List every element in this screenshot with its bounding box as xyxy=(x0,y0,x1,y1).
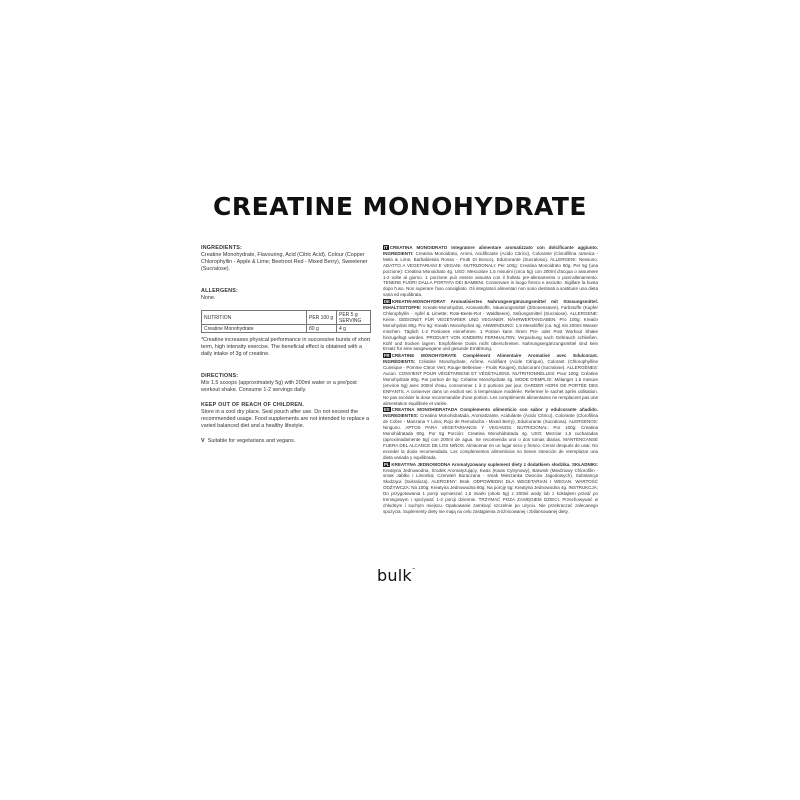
nutrition-header-per100: PER 100 g xyxy=(307,311,337,325)
translation-pl xyxy=(383,462,598,515)
logo-text: bulk xyxy=(377,566,412,585)
nutrition-table xyxy=(201,310,371,333)
ingredients-heading: INGREDIENTS: xyxy=(201,245,243,251)
english-label-column xyxy=(201,245,371,445)
table-row xyxy=(202,325,371,333)
nutrition-row-per-serving: 4 g xyxy=(337,325,371,333)
language-flag: ES xyxy=(384,407,390,413)
allergens-text: None. xyxy=(201,295,216,301)
directions-heading: DIRECTIONS: xyxy=(201,373,239,379)
language-flag: IT xyxy=(384,245,388,250)
nutrition-row-label: Creatine Monohydrate xyxy=(202,325,307,333)
translation-heading: CREATINA MONOIDRATO Integratore alimentare aromatizzato con dolcificante aggiunto. INGREDIENTI: xyxy=(383,245,598,256)
keep-out-heading: KEEP OUT OF REACH OF CHILDREN. xyxy=(201,402,304,408)
bulk-logo xyxy=(377,566,416,585)
translation-heading: KREATYNA JEDNOWODNA Aromatyzowany suplement diety z dodatkiem słodzika. SKŁADNIKI: xyxy=(391,461,598,467)
product-title: CREATINE MONOHYDRATE xyxy=(212,192,587,221)
language-flag: DE xyxy=(384,299,390,305)
vegan-icon: V xyxy=(201,438,205,444)
language-flag: FR xyxy=(384,353,390,359)
translation-fr xyxy=(383,353,598,406)
nutrition-header-row xyxy=(202,311,371,325)
translation-de xyxy=(383,299,598,352)
translation-text: Creatina Monoidrato, Aromi, Acidificante (Acido Citrico), Colorante (Clorofillina rameica - Mela & Lime; Barbabietola Rossa - Frutti Di Bosco), Edulcorante (Sucralosio). ALLERGENI: Nessuno. ADATTO A VEGETARIANI E VEGANI. NUTRIZIONALI: Per 100g: Creatina Monoidrato 80g. Per 5g (una porzione): Creatina Monoidrato 4g. USO: Mescolare 1,5 misurini (circa 5g) con 200ml d'acqua o assumere 1-2 volte al giorno. 1 porzione può essere assunta con il frullato pre-allenamento o post-allenamento. TENERE FUORI DALLA PORTATA DEI BAMBINI. Conservare in luogo fresco e asciutto. Sigillare la busta dopo l'uso. Non superare l'uso consigliato. Gli integratori alimentari non sono destinati a sostituire una dieta varia ed equilibrata. xyxy=(383,250,598,298)
translation-text: Kreatin-Monohydrat, Aromastoffe, Säuerungsmittel (Zitronensäure), Farbstoffe (Kupfer Chlorophyllin - Apfel & Limette; Rote-Beete-Rot - Waldbeere), Süßungsmittel (Sucralose). ALLERGENE: Keine. GEEIGNET FÜR VEGETARIER UND VEGANER. NÄHRWERTANGABEN: Pro 100g: Kreatin Monohydrat 80g. Pro 5g: Kreatin Monohydrat 4g. ANWENDUNG: 1,5 Messlöffel (ca. 5g) mit 200ml Wasser mischen. Täglich 1-2 Portionen einnehmen. 1 Portion kann Ihrem Pre- oder Post Workout Shake hinzugefügt werden. PRODUKT VON KINDERN FERNHALTEN. Verpackung nach Gebrauch schließen. Kühl und trocken lagern. Empfohlene Dosis nicht überschreiten. Nahrungsergänzungsmittel sind kein Ersatz für eine ausgewogene und gesunde Ernährung. xyxy=(383,305,598,352)
vegan-text: Suitable for vegetarians and vegans. xyxy=(207,438,296,444)
translation-text: Creatina Monohidratada, Aromatizante, Acidulante (Ácido Cítrico), Colorante (Clorofilina de Cobre - Manzana Y Lima; Rojo de Remolacha - Mixed Berry), Edulcorante (Sucralosa). ALERGENOS: Ninguno. APTOS PARA VEGETARIANOS Y VEGANOS. NUTRICIONAL: Por 100g: Creatina Monohidratada 80g. Por 5g Porción: Creatina Monohidratada 4g. USO: Mezclar 1,5 cucharadas (aproximadamente 5g) con 200ml de agua. Se recomienda una o dos tomas diarias. MANTÉNGANSE FUERA DEL ALCANCE DE LOS NIÑOS. Almacenar en un lugar seco y fresco. Cerrar después de usar. No exceder la dosis recomendada. Los complementos alimenticios no tienen intención de reemplazar una dieta variada y equilibrada. xyxy=(383,413,598,460)
nutrition-row-per100: 80 g xyxy=(307,325,337,333)
trademark-mark: ™ xyxy=(411,567,417,572)
storage-text: Store in a cool dry place. Seal pouch after use. Do not exceed the recommended usage. Food supplements are not intended to replace a varied balanced diet and a healthy lifestyle. xyxy=(201,409,370,429)
translation-heading: KREATIN-MONOHYDRAT Aromatisiertes Nahrungsergänzungsmittel mit Süssungsmittel. INHALTSSTOFFE: xyxy=(383,299,598,311)
translation-text: Kreatyna Jednowodna, Środek Aromatyzujący, Kwas (Kwas Cytrynowy), Barwnik (Miedziowy Chlorofilin - smak Jabłko i Limonka; Czerwień Buraczana - smak Mieszanka Owoców Jagodowych), Substancja Słodząca (Sukraloza). ALERGENY: Brak. ODPOWIEDNI DLA WEGETARIAN I WEGAN. WARTOŚĆ ODŻYWCZA: Na 100g: Kreatyna Jednowodna 80g. Na porcję 5g: Kreatyna Jednowodna 4g. INSTRUKCJA: Do przygotowania 1 porcji wymieszać 1,5 miarki (około 5g) z 200ml wody lub z koktajlem przed/ po treningowym i spożywać 1-2 porcji dziennie. TRZYMAĆ POZA ZASIĘGIEM DZIECI. Przechowywać w chłodnym i suchym miejscu. Opakowanie zamknąć szczelnie po użyciu. Nie przekraczać zalecanego spożycia. Suplementy diety nie mają na celu zastąpienia zróżnicowanej i zbilansowanej diety. xyxy=(383,467,598,514)
allergens-heading: ALLERGENS: xyxy=(201,288,239,294)
translation-es xyxy=(383,407,598,460)
vegan-note xyxy=(201,438,371,445)
translation-text: Créatine Monohydrate, Arôme, Acidifiant (Acide Citrique), Colorant (Chlorophylline Cuivrique - Pomme Citron Vert; Rouge Betterave - Fruits Rouges), Edulcorant (Sucralose). ALLERGÈNES: Aucun. CONVIENT POUR VÉGÉTARIENS ET VÉGÉTALIENS. NUTRITIONNELLES: Pour 100g: Créatine Monohydrate 80g. Par portion de 5g: Créatine Monohydrate 4g. MODE D'EMPLOI: Mélanger 1,5 mesure (environ 5g) avec 200ml d'eau, consommer 1 à 2 portions par jour. GARDER HORS DE PORTÉE DES ENFANTS. A conserver dans un endroit sec à température modérée. Refermer le sachet après utilisation. Ne pas excéder la dose recommandée d'une portion. Les compléments alimentaires ne remplacent pas une alimentation équilibrée et variée. xyxy=(383,359,598,406)
translation-heading: CRÉATINE MONOHYDRATE Complément Alimentaire Aromatisé avec Edulcorant. INGRÉDIENTS: xyxy=(383,353,598,365)
creatine-claim: *Creatine increases physical performance in successive bursts of short term, high intensity exercise. The beneficial effect is obtained with a daily intake of 3g of creatine. xyxy=(201,337,370,357)
directions-text: Mix 1.5 scoops (approximately 5g) with 200ml water or a pre/post workout shake. Consume 1-2 servings daily. xyxy=(201,380,357,393)
translation-heading: CREATINA MONOHIDRATADA Complemento alimenticio con sabor y edulcorante añadido. INGREDIENTES: xyxy=(383,407,598,419)
translation-it xyxy=(383,245,598,298)
translations-column xyxy=(383,245,598,516)
nutrition-header-label: NUTRITION xyxy=(202,311,307,325)
nutrition-header-per-serving: PER 5 g SERVING xyxy=(337,311,371,325)
ingredients-text: Creatine Monohydrate, Flavouring, Acid (Citric Acid), Colour (Copper Chlorophyllin - Apple & Lime; Beetroot Red - Mixed Berry), Sweetener (Sucralose). xyxy=(201,252,368,272)
language-flag: PL xyxy=(384,461,390,467)
